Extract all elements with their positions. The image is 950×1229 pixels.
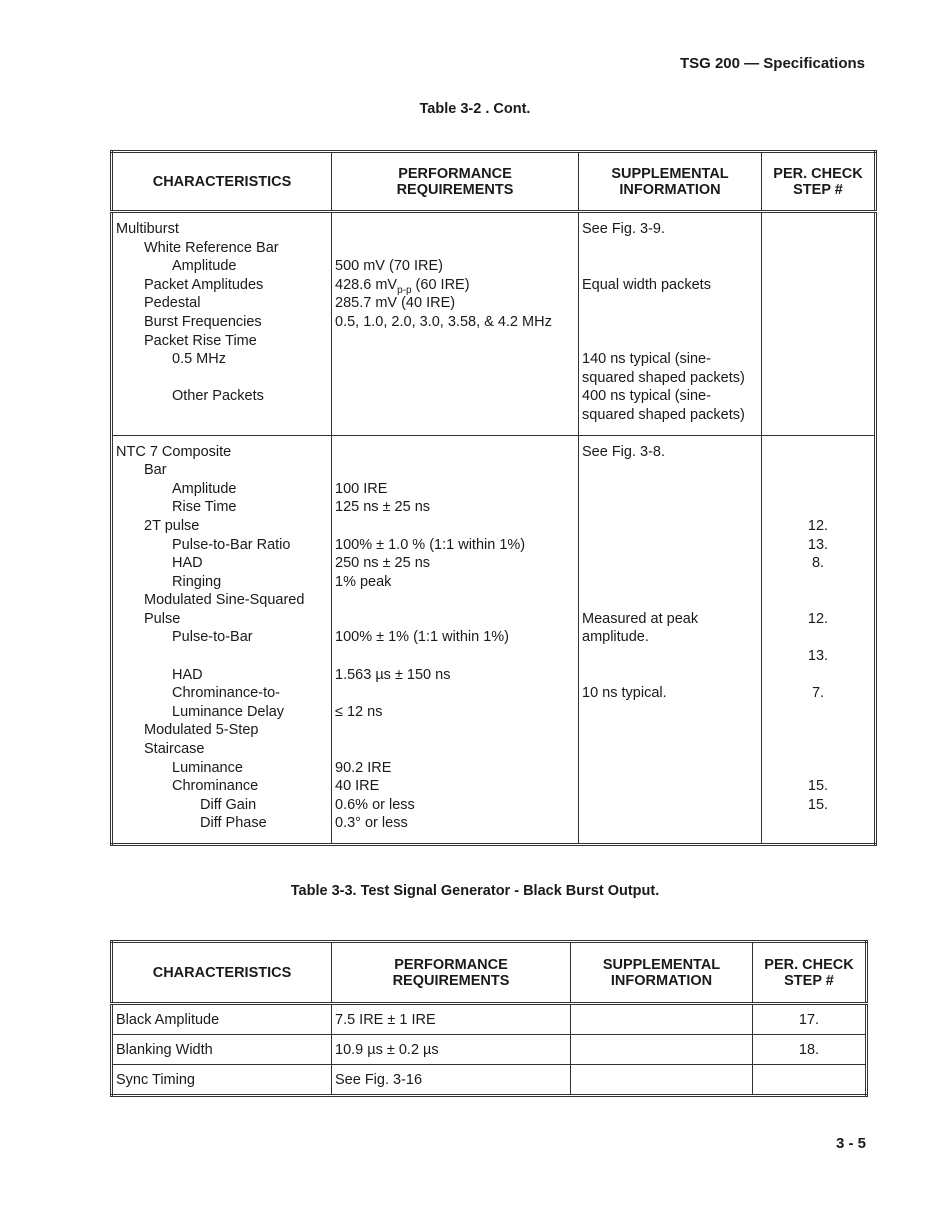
performance-cell: [332, 212, 579, 436]
cell-line: [765, 591, 871, 610]
column-header-performance: [332, 152, 579, 212]
column-header-step: [762, 152, 876, 212]
cell-line: White Reference Bar: [144, 239, 279, 256]
cell-line: ≤ 12 ns: [335, 703, 383, 720]
cell-line: Diff Phase: [200, 815, 267, 832]
cell-line: 13.: [807, 648, 829, 665]
cell-line: 0.5, 1.0, 2.0, 3.0, 3.58, & 4.2 MHz: [335, 313, 552, 330]
column-header-characteristics: CHARACTERISTICS: [112, 942, 332, 1004]
performance-cell: 10.9 µs ± 0.2 µs: [332, 1035, 571, 1065]
cell-line: Modulated Sine-Squared: [144, 592, 305, 609]
cell-line: [765, 666, 871, 685]
cell-line: [582, 257, 758, 276]
cell-line: 1% peak: [335, 573, 392, 590]
cell-line: [765, 406, 871, 425]
performance-cell: See Fig. 3-16: [332, 1065, 571, 1096]
column-header-line: PERFORMANCE: [398, 165, 512, 182]
table-row-group: [112, 435, 876, 844]
cell-line: 250 ns ± 25 ns: [335, 555, 431, 572]
column-header-line: INFORMATION: [610, 972, 713, 989]
cell-line: [582, 721, 758, 740]
cell-line: Multiburst: [116, 221, 179, 237]
characteristic-cell: Black Amplitude: [112, 1004, 332, 1035]
cell-line: Amplitude: [172, 480, 237, 497]
cell-line: 7.: [811, 685, 825, 702]
column-header-line: SUPPLEMENTAL: [602, 956, 721, 973]
cell-line: 0.6% or less: [335, 796, 415, 813]
cell-line: [582, 461, 758, 480]
cell-line: Chrominance: [172, 778, 259, 795]
cell-line: Measured at peak: [582, 610, 699, 627]
cell-line: Pulse: [144, 610, 181, 627]
cell-line: HAD: [172, 555, 203, 572]
cell-line: [582, 759, 758, 778]
column-header-step: [753, 942, 867, 1004]
column-header-performance: [332, 942, 571, 1004]
characteristic-cell: Sync Timing: [112, 1065, 332, 1096]
column-header-line: SUPPLEMENTAL: [611, 165, 729, 182]
cell-line: [765, 759, 871, 778]
cell-line: [335, 369, 575, 388]
cell-line: amplitude.: [582, 629, 649, 646]
cell-line: 100% ± 1% (1:1 within 1%): [335, 629, 509, 646]
cell-line: [582, 498, 758, 517]
cell-line: Chrominance-to-: [172, 685, 280, 702]
cell-line: Burst Frequencies: [144, 313, 262, 330]
cell-line: Ringing: [172, 573, 222, 590]
cell-line: [335, 461, 575, 480]
cell-line: 13.: [807, 536, 829, 553]
cell-line: [765, 369, 871, 388]
page-number: 3 - 5: [835, 1135, 866, 1152]
step-cell: [762, 435, 876, 844]
cell-line: [765, 350, 871, 369]
cell-line: 12.: [807, 517, 829, 534]
table-3-2: [110, 150, 877, 846]
cell-line: [765, 220, 871, 239]
cell-line: Pedestal: [144, 295, 201, 312]
step-cell: [762, 212, 876, 436]
cell-line: [335, 406, 575, 425]
cell-line: [582, 573, 758, 592]
column-header-line: PER. CHECK: [764, 956, 854, 973]
cell-line: [582, 703, 758, 722]
cell-line: 100 IRE: [335, 480, 388, 497]
cell-line: 10 ns typical.: [582, 685, 667, 702]
cell-line: See Fig. 3-9.: [582, 221, 666, 237]
cell-line: [582, 591, 758, 610]
cell-line: [765, 721, 871, 740]
cell-line: 90.2 IRE: [335, 759, 392, 776]
cell-line: 1.563 µs ± 150 ns: [335, 666, 451, 683]
cell-line: Luminance: [172, 759, 243, 776]
cell-line: [582, 814, 758, 833]
cell-line: 0.5 MHz: [172, 351, 226, 368]
cell-line: [335, 332, 575, 351]
cell-line: [335, 220, 575, 239]
cell-line: 100% ± 1.0 % (1:1 within 1%): [335, 536, 526, 553]
column-header-line: REQUIREMENTS: [392, 972, 510, 989]
cell-line: [582, 313, 758, 332]
performance-cell: 7.5 IRE ± 1 IRE: [332, 1004, 571, 1035]
cell-line: [765, 461, 871, 480]
cell-line: [765, 498, 871, 517]
cell-line: [765, 814, 871, 833]
cell-line: 140 ns typical (sine-: [582, 351, 711, 368]
characteristic-cell: Blanking Width: [112, 1035, 332, 1065]
table-row: [112, 1035, 867, 1065]
cell-line: 428.6 $mV_{p-p}$ (60 IRE): [335, 276, 470, 296]
step-cell: 17.: [753, 1004, 867, 1035]
cell-line: [765, 276, 871, 295]
cell-line: [335, 721, 575, 740]
cell-line: Packet Rise Time: [144, 332, 257, 349]
cell-line: [765, 313, 871, 332]
column-header-supplemental: [579, 152, 762, 212]
cell-line: Diff Gain: [200, 796, 257, 813]
table-3-3: [110, 940, 868, 1097]
cell-line: squared shaped packets): [582, 369, 745, 386]
cell-line: [765, 443, 871, 462]
cell-line: See Fig. 3-8.: [582, 443, 666, 460]
cell-line: 285.7 mV (40 IRE): [335, 295, 456, 312]
cell-line: [582, 239, 758, 258]
cell-line: Luminance Delay: [172, 703, 285, 720]
cell-line: [582, 517, 758, 536]
cell-line: [765, 573, 871, 592]
supplemental-cell: [579, 212, 762, 436]
cell-line: 500 mV (70 IRE): [335, 258, 443, 275]
cell-line: [582, 480, 758, 499]
cell-line: Modulated 5-Step: [144, 722, 259, 739]
cell-line: Pulse-to-Bar: [172, 629, 253, 646]
cell-line: [582, 777, 758, 796]
cell-line: [335, 610, 575, 629]
column-header-supplemental: [571, 942, 753, 1004]
cell-line: 15.: [807, 796, 829, 813]
cell-line: NTC 7 Composite: [116, 443, 232, 460]
cell-line: [335, 684, 575, 703]
cell-line: 0.3° or less: [335, 815, 408, 832]
column-header-line: PERFORMANCE: [394, 956, 508, 973]
table-row-group: [112, 212, 876, 436]
cell-line: [765, 332, 871, 351]
column-header-line: STEP #: [793, 181, 843, 198]
cell-line: 12.: [807, 610, 829, 627]
cell-line: 400 ns typical (sine-: [582, 388, 711, 405]
cell-line: 125 ns ± 25 ns: [335, 499, 431, 516]
cell-line: [116, 647, 328, 666]
cell-line: [582, 554, 758, 573]
table-row: [112, 1004, 867, 1035]
cell-line: [765, 703, 871, 722]
table-3-3-caption: Table 3-3. Test Signal Generator - Black Burst Output.: [290, 883, 660, 899]
characteristic-cell: [112, 212, 332, 436]
step-cell: [753, 1065, 867, 1096]
cell-line: [582, 740, 758, 759]
cell-line: [116, 406, 328, 425]
cell-line: HAD: [172, 666, 203, 683]
performance-cell: [332, 435, 579, 844]
cell-line: 2T pulse: [144, 517, 200, 534]
cell-line: [582, 332, 758, 351]
table-header-row: [112, 942, 867, 1004]
table-header-row: [112, 152, 876, 212]
column-header-characteristics: CHARACTERISTICS: [112, 152, 332, 212]
cell-line: Packet Amplitudes: [144, 276, 264, 293]
cell-line: [335, 647, 575, 666]
cell-line: [765, 387, 871, 406]
cell-line: Staircase: [144, 741, 205, 758]
cell-line: squared shaped packets): [582, 406, 745, 423]
cell-line: 40 IRE: [335, 778, 380, 795]
cell-line: [765, 480, 871, 499]
cell-line: [582, 647, 758, 666]
table-row: [112, 1065, 867, 1096]
cell-line: [335, 239, 575, 258]
table-3-2-caption: Table 3-2 . Cont.: [419, 101, 531, 117]
page-header-title: TSG 200 — Specifications: [679, 55, 865, 72]
cell-line: [765, 239, 871, 258]
cell-line: [765, 257, 871, 276]
cell-line: [582, 666, 758, 685]
step-cell: 18.: [753, 1035, 867, 1065]
column-header-line: REQUIREMENTS: [396, 181, 514, 198]
cell-line: 15.: [807, 778, 829, 795]
column-header-line: PER. CHECK: [773, 165, 863, 182]
supplemental-cell: [571, 1004, 753, 1035]
cell-line: [765, 294, 871, 313]
supplemental-cell: [571, 1065, 753, 1096]
cell-line: [116, 369, 328, 388]
cell-line: [582, 536, 758, 555]
cell-line: Bar: [144, 462, 167, 479]
column-header-line: STEP #: [784, 972, 834, 989]
cell-line: [335, 387, 575, 406]
cell-line: Other Packets: [172, 388, 264, 405]
cell-line: [765, 740, 871, 759]
cell-line: Pulse-to-Bar Ratio: [172, 536, 291, 553]
cell-line: Rise Time: [172, 499, 237, 516]
cell-line: [335, 443, 575, 462]
cell-line: [335, 517, 575, 536]
cell-line: [335, 350, 575, 369]
cell-line: [582, 294, 758, 313]
supplemental-cell: [571, 1035, 753, 1065]
cell-line: 8.: [811, 555, 825, 572]
cell-line: [335, 740, 575, 759]
column-header-line: INFORMATION: [619, 181, 721, 198]
cell-line: [335, 591, 575, 610]
cell-line: Amplitude: [172, 258, 237, 275]
supplemental-cell: [579, 435, 762, 844]
cell-line: Equal width packets: [582, 276, 711, 293]
cell-line: [765, 628, 871, 647]
characteristic-cell: [112, 435, 332, 844]
cell-line: [582, 796, 758, 815]
